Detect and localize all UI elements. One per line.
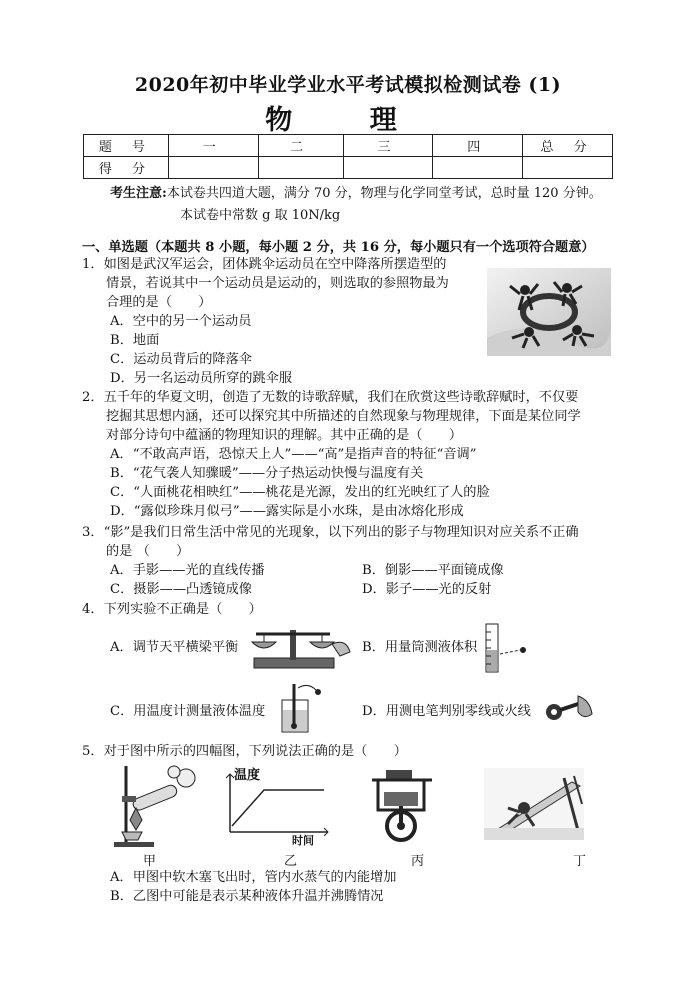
q4-option-a: A．调节天平横梁平衡 [110, 640, 239, 655]
thermometer-beaker-image [278, 680, 328, 736]
q5-option-b: B．乙图中可能是表示某种液体升温并沸腾情况 [110, 889, 384, 904]
q2-stem: 对部分诗句中蕴涵的物理知识的理解。其中正确的是（ ） [106, 428, 463, 443]
q4-option-d: D．用测电笔判别零线或火线 [362, 704, 531, 719]
q3-option-c: C．摄影——凸透镜成像 [110, 582, 252, 597]
q3-stem: 的是 （ ） [106, 544, 190, 559]
notice-text-2: 本试卷中常数 g 取 10N/kg [180, 208, 341, 223]
q1-stem: 合理的是（ ） [106, 295, 212, 310]
q4-option-b: B．用量筒测液体积 [362, 640, 478, 655]
section-heading: 一、单选题（本题共 8 小题，每小题 2 分，共 16 分，每小题只有一个选项符合题意） [82, 240, 595, 255]
score-cell: 四 [433, 135, 523, 157]
score-input-cell[interactable] [258, 157, 343, 179]
score-cell: 三 [343, 135, 433, 157]
q4-stem: 4．下列实验不正确是（ ） [82, 602, 262, 617]
score-input-cell[interactable] [433, 157, 523, 179]
q2-option-a: A．“不敢高声语，恐惊天上人”——“高”是指声音的特征“音调” [110, 447, 477, 462]
q3-stem: 3．“影”是我们日常生活中常见的光现象，以下列出的影子与物理知识对应关系不正确 [82, 525, 579, 540]
test-pen-image [540, 690, 596, 730]
q3-option-a: A．手影——光的直线传播 [110, 563, 265, 578]
slide-child-image [484, 768, 584, 840]
score-cell: 题 号 [84, 135, 169, 157]
q2-stem: 2．五千年的华夏文明，创造了无数的诗歌辞赋，我们在欣赏这些诗歌辞赋时，不仅要 [82, 390, 579, 405]
score-cell: 总 分 [523, 135, 613, 157]
notice-label: 考生注意: [110, 186, 167, 201]
notice-text: 本试卷共四道大题，满分 70 分，物理与化学同堂考试，总时量 120 分钟。 [166, 186, 602, 201]
q2-option-b: B．“花气袭人知骤暖”——分子热运动快慢与温度有关 [110, 466, 424, 481]
figure-caption-bing: 丙 [411, 854, 425, 869]
score-input-cell[interactable] [168, 157, 258, 179]
q2-stem: 挖掘其思想内涵，还可以探究其中所描述的自然现象与物理规律，下面是某位同学 [106, 409, 581, 424]
exam-notice [110, 185, 685, 202]
q1-option-b: B．地面 [110, 333, 160, 348]
balance-scale-image [248, 620, 352, 672]
score-cell: 二 [258, 135, 343, 157]
graph-y-label: 温度 [234, 768, 261, 783]
figure-caption-yi: 乙 [284, 854, 298, 869]
subject-title: 物 理 [265, 105, 431, 136]
q4-option-c: C．用温度计测量液体温度 [110, 704, 266, 719]
skydiving-formation-image [487, 268, 611, 356]
q1-option-a: A．空中的另一个运动员 [110, 314, 252, 329]
engine-cylinder-image [368, 768, 440, 846]
figure-caption-ding: 丁 [573, 854, 587, 869]
score-cell: 一 [168, 135, 258, 157]
q5-option-a: A．甲图中软木塞飞出时，管内水蒸气的内能增加 [110, 870, 397, 885]
test-tube-cork-image [112, 762, 206, 848]
q5-stem: 5．对于图中所示的四幅图，下列说法正确的是（ ） [82, 744, 407, 759]
q1-option-c: C．运动员背后的降落伞 [110, 352, 252, 367]
exam-title: 2020年初中毕业学业水平考试模拟检测试卷 (1) [134, 74, 562, 96]
score-table-score-row [84, 157, 613, 179]
score-table-header-row [84, 135, 613, 157]
q2-option-d: D．“露似珍珠月似弓”——露实际是小水珠，是由冰熔化形成 [110, 504, 464, 519]
q1-stem: 情景，若说其中一个运动员是运动的，则选取的参照物最为 [106, 276, 449, 291]
score-cell: 得 分 [84, 157, 169, 179]
score-input-cell[interactable] [523, 157, 613, 179]
q3-option-b: B．倒影——平面镜成像 [362, 563, 504, 578]
q2-option-c: C．“人面桃花相映红”——桃花是光源，发出的红光映红了人的脸 [110, 485, 490, 500]
graph-x-label: 时间 [292, 834, 314, 847]
temperature-time-graph [220, 772, 332, 836]
q1-option-d: D．另一名运动员所穿的跳伞服 [110, 371, 293, 386]
q3-option-d: D．影子——光的反射 [362, 582, 492, 597]
q1-stem: 1．如图是武汉军运会，团体跳伞运动员在空中降落所摆造型的 [82, 257, 447, 272]
score-input-cell[interactable] [343, 157, 433, 179]
score-table [83, 134, 613, 179]
figure-caption-jia: 甲 [143, 854, 157, 869]
graduated-cylinder-image [480, 620, 530, 675]
